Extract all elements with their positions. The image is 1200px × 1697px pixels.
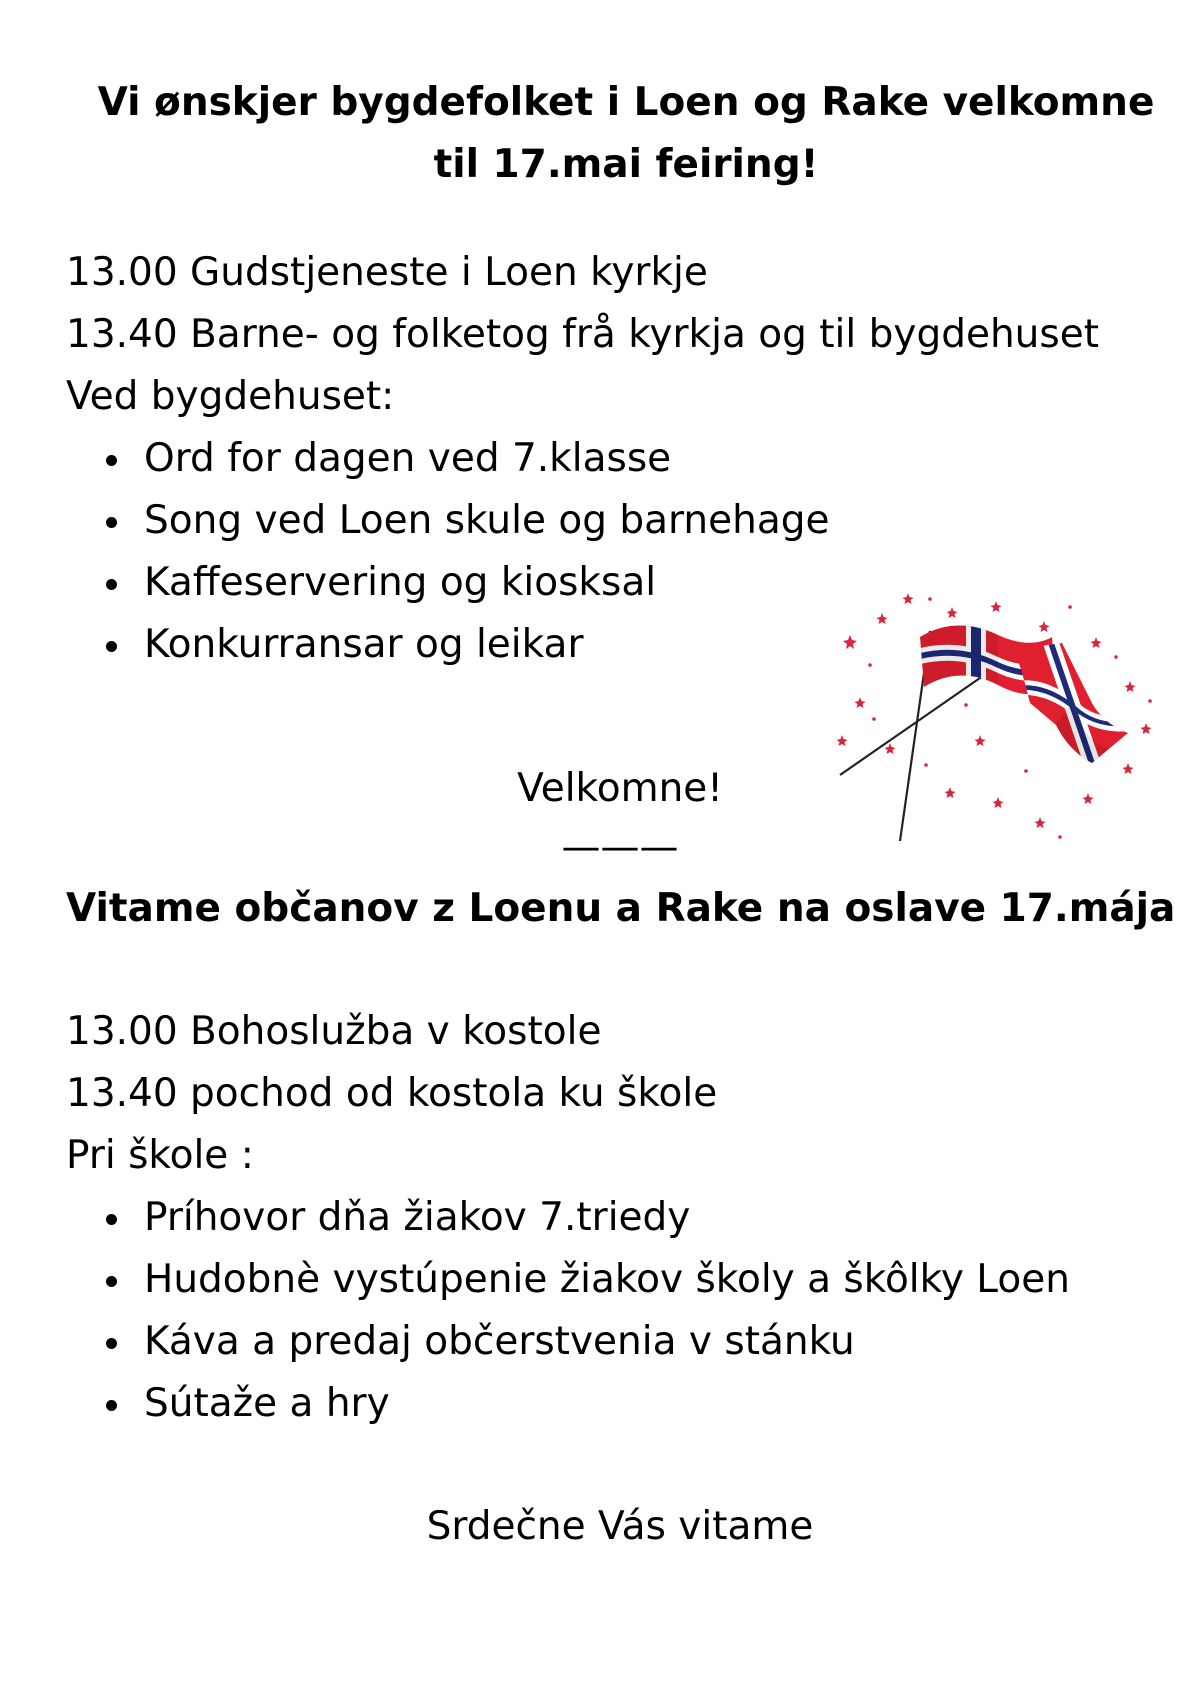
slovak-program [66, 1001, 1166, 1435]
list-item: Káva a predaj občerstvenia v stánku [66, 1311, 1166, 1373]
list-item: Ord for dagen ved 7.klasse [66, 428, 1166, 490]
list-item: Kaffeservering og kiosksal [66, 552, 1166, 614]
slovak-schedule-line: 13.40 pochod od kostola ku škole [66, 1071, 718, 1116]
list-item: Príhovor dňa žiakov 7.triedy [66, 1187, 1166, 1249]
norwegian-title-line-2: til 17.mai feiring! [433, 142, 819, 187]
slovak-welcome-text: Srdečne Vás vitame [426, 1504, 814, 1549]
norwegian-title [66, 72, 1186, 196]
norwegian-flag-right [1010, 635, 1140, 775]
norwegian-schedule-line: Ved bygdehuset: [66, 374, 395, 419]
norwegian-title-line-1: Vi ønskjer bygdefolket i Loen og Rake velkomne [97, 80, 1155, 125]
sparkles [837, 593, 1152, 839]
slovak-title: Vitame občanov z Loenu a Rake na oslave 17.mája [66, 886, 1176, 931]
section-divider: ——— [561, 825, 679, 870]
norwegian-welcome-text: Velkomne! [517, 766, 723, 811]
slovak-schedule-line: 13.00 Bohoslužba v kostole [66, 1009, 602, 1054]
list-item: Sútaže a hry [66, 1373, 1166, 1435]
crossed-norwegian-flags-icon [830, 585, 1160, 855]
list-item: Konkurransar og leikar [66, 614, 1166, 676]
norwegian-schedule-line: 13.40 Barne- og folketog frå kyrkja og til bygdehuset [66, 312, 1100, 357]
list-item: Hudobnè vystúpenie žiakov školy a škôlky Loen [66, 1249, 1166, 1311]
norwegian-schedule-line: 13.00 Gudstjeneste i Loen kyrkje [66, 250, 708, 295]
list-item: Song ved Loen skule og barnehage [66, 490, 1166, 552]
slovak-schedule-line: Pri škole : [66, 1133, 254, 1178]
slovak-activity-list [66, 1187, 1166, 1435]
